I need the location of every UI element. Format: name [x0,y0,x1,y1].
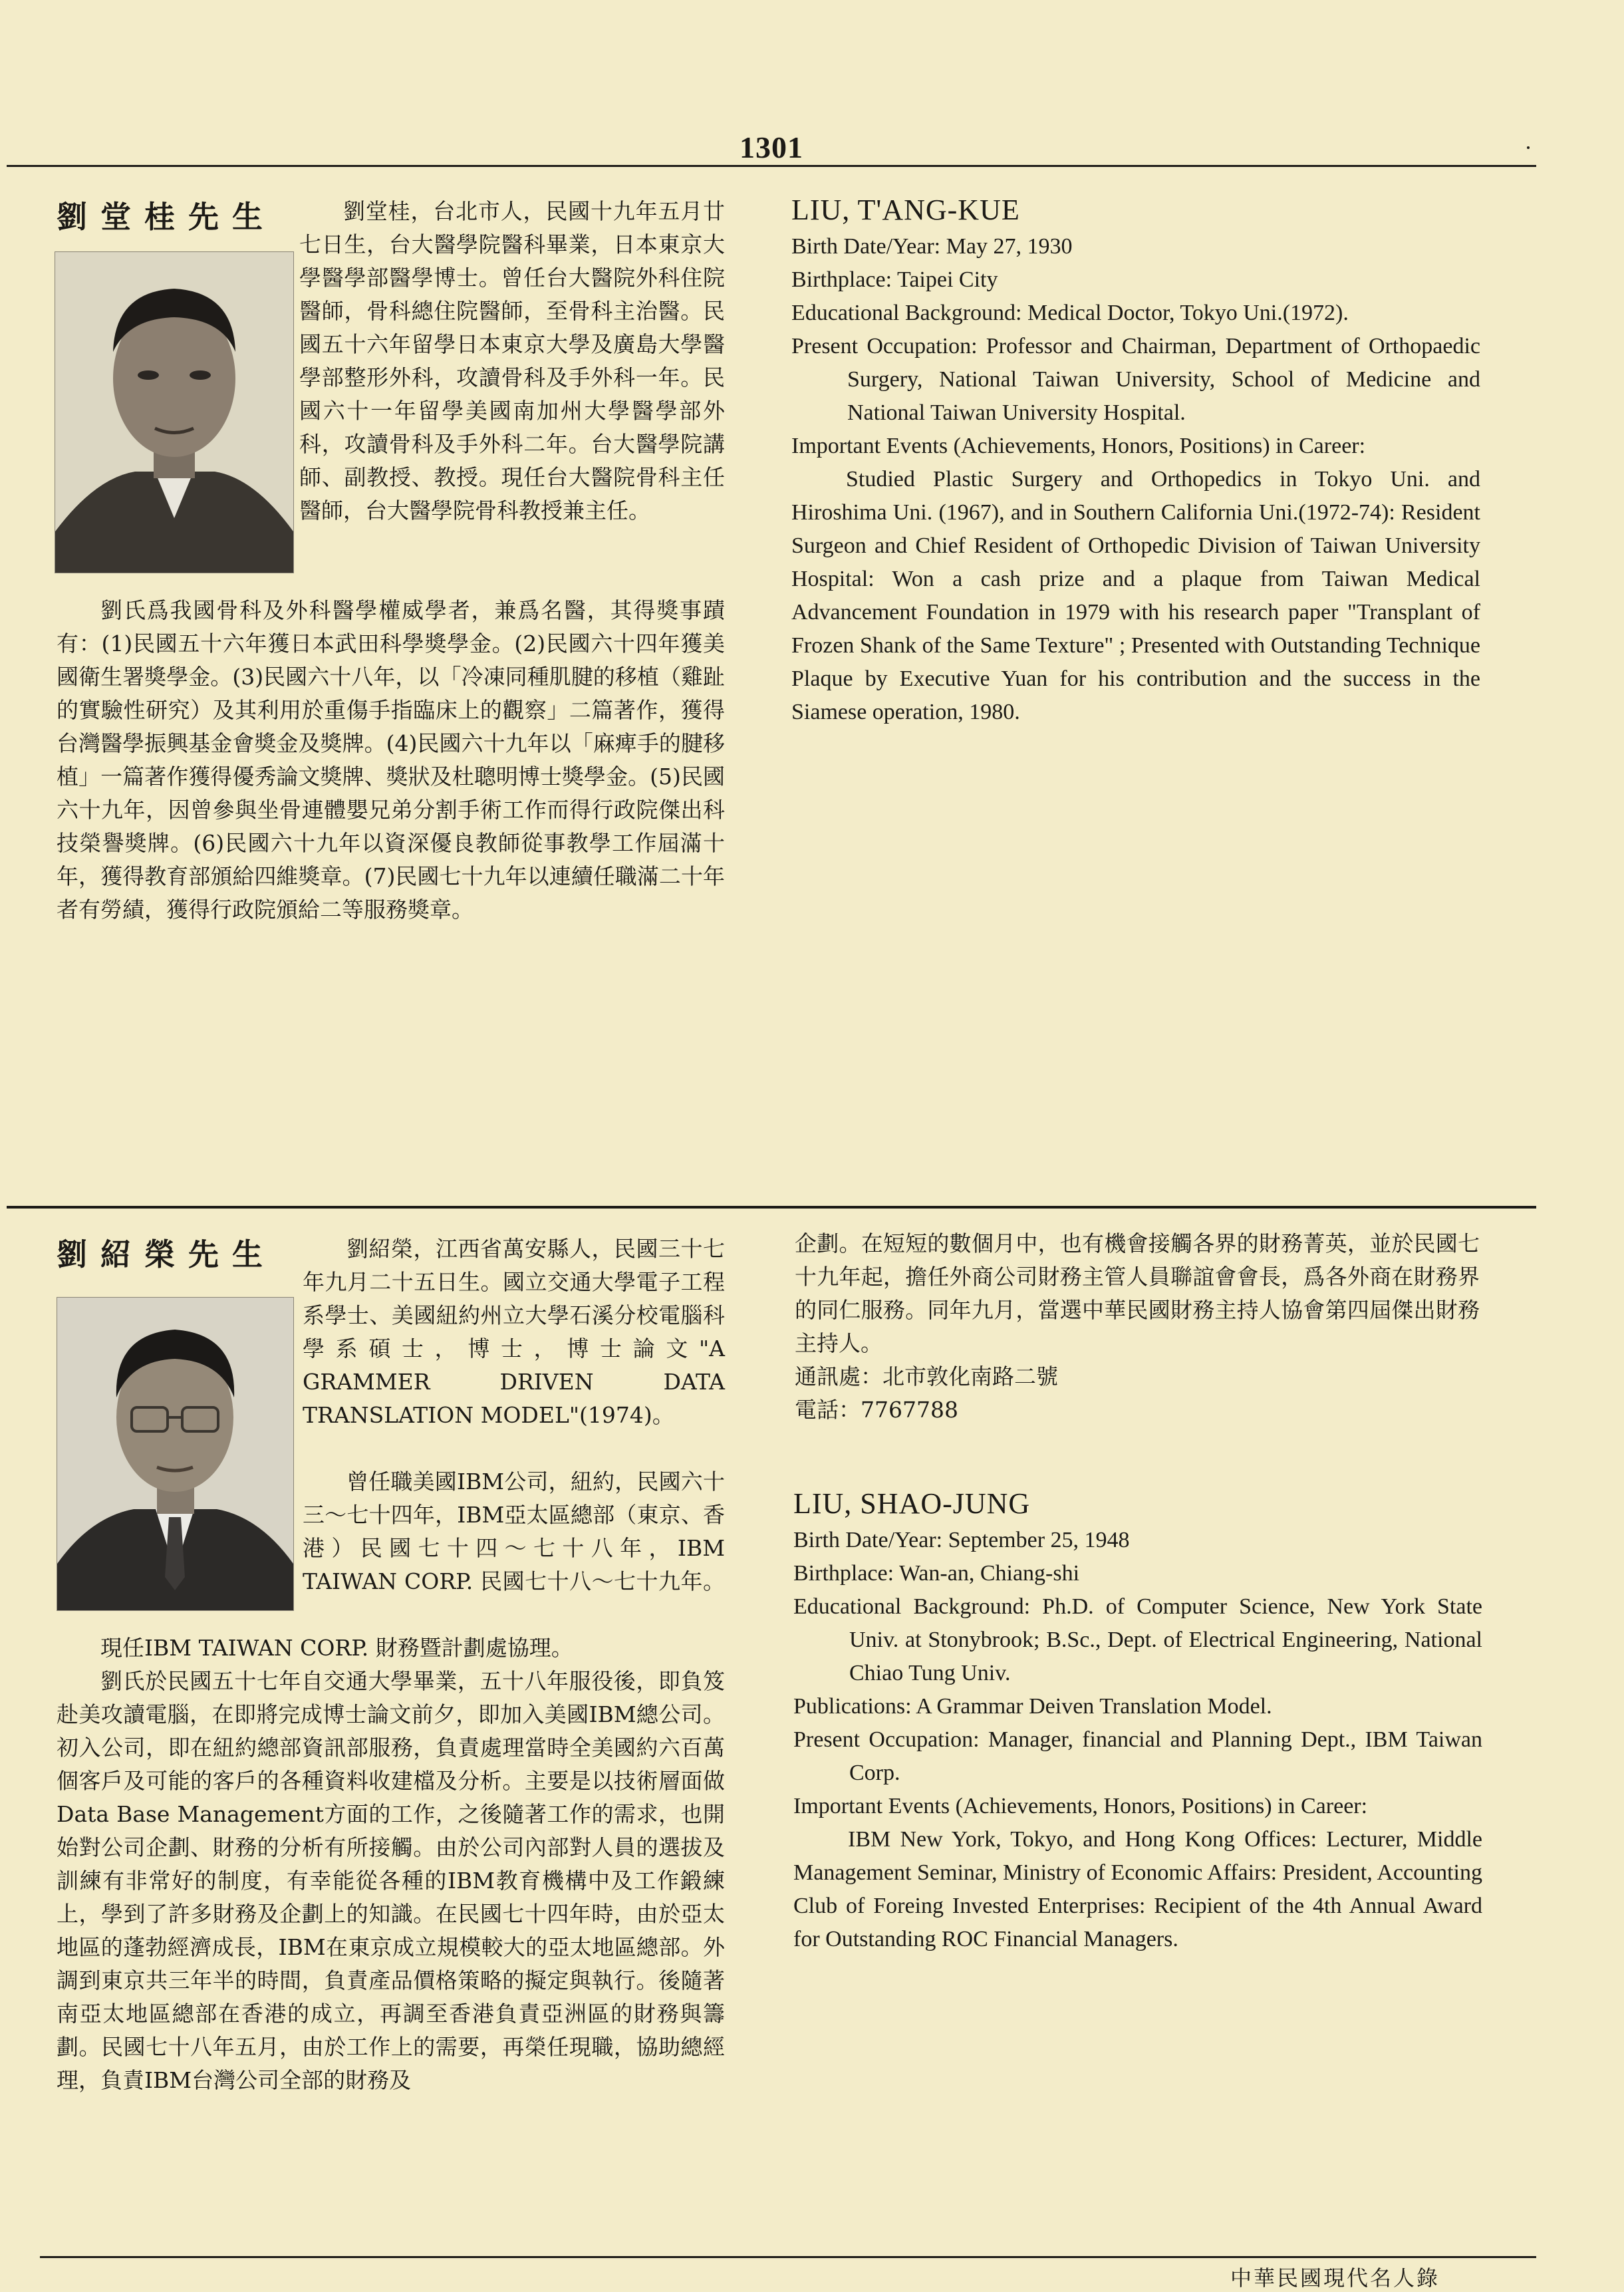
body-paragraph: 劉氏爲我國骨科及外科醫學權威學者，兼爲名醫，其得獎事蹟有：(1)民國五十六年獲日本武田科學獎學金。(2)民國六十四年獲美國衛生署獎學金。(3)民國六十八年，以「冷凍同種肌腱的移植（雞趾的實驗性研究）及其利用於重傷手指臨床上的觀察」二篇著作，獲得台灣醫學振興基金會獎金及獎牌。(4)民國六十九年以「麻痺手的腱移植」一篇著作獲得優秀論文獎牌、獎狀及杜聰明博士獎學金。(5)民國六十九年，因曾參與坐骨連體嬰兄弟分割手術工作而得行政院傑出科技榮譽獎牌。(6)民國六十九年以資深優良教師從事教學工作屆滿十年，獲得教育部頒給四維獎章。(7)民國七十九年以連續任職滿二十年者有勞績，獲得行政院頒給二等服務獎章。 [57,597,725,923]
education: Educational Background: Ph.D. of Computer Science, New York State Univ. at Stonybrook; B.Sc., Dept. of Electrical Engineering, National Chiao Tung Univ. [793,1594,1482,1685]
entry-cn-intro [303,1232,725,1432]
entry-cn-name: 劉紹榮先生 [57,1236,276,1272]
entry-cn-body [57,594,725,927]
continued-paragraph: 企劃。在短短的數個月中，也有機會接觸各界的財務菁英，並於民國七十九年起，擔任外商公司財務主管人員聯誼會會長，爲各外商在財務界的同仁服務。同年九月，當選中華民國財務主持人協會第四屆傑出財務主持人。 [795,1230,1480,1356]
intro-paragraph: 劉紹榮，江西省萬安縣人，民國三十七年九月二十五日生。國立交通大學電子工程系學士、美國紐約州立大學石溪分校電腦科學系碩士，博士，博士論文"A GRAMMER DRIVEN DATA TRANSLATION MODEL"(1974)。 [303,1236,725,1428]
birthplace: Birthplace: Taipei City [791,267,998,292]
top-rule [7,165,1536,167]
entry-cn-body [57,1632,725,2097]
education: Educational Background: Medical Doctor, Tokyo Uni.(1972). [791,301,1349,325]
events-heading: Important Events (Achievements, Honors, Positions) in Career: [793,1794,1368,1818]
intro-paragraph: 劉堂桂，台北市人，民國十九年五月廿七日生，台大醫學院醫科畢業，日本東京大學醫學部醫學博士。曾任台大醫院外科住院醫師，骨科總住院醫師，至骨科主治醫。民國五十六年留學日本東京大學及廣島大學醫學部整形外科，攻讀骨科及手外科一年。民國六十一年留學美國南加州大學醫學部外科，攻讀骨科及手外科二年。台大醫學院講師、副教授、教授。現任台大醫院骨科主任醫師，台大醫學院骨科教授兼主任。 [299,198,725,523]
entry-cn-name: 劉堂桂先生 [57,199,276,235]
entry-cn-intro [299,195,725,527]
portrait-photo [57,1297,294,1611]
events-paragraph: Studied Plastic Surgery and Orthopedics in Tokyo Uni. and Hiroshima Uni. (1967), and in Southern California Uni.(1972-74): Resident Surgeon and Chief Resident of Orthopedic Division of Taiwan University Hospital: Won a cash prize and a plaque from Taiwan Medical Advancement Foundation in 1979 with his research paper "Transplant of Frozen Shank of the Same Texture" ; Presented with Outstanding Technique Plaque by Executive Yuan for his contribution and the success in the Siamese operation, 1980. [791,467,1480,724]
occupation: Present Occupation: Professor and Chairman, Department of Orthopaedic Surgery, National Taiwan University, School of Medicine and National Taiwan University Hospital. [791,334,1480,425]
publications: Publications: A Grammar Deiven Translation Model. [793,1694,1272,1719]
section-divider [7,1206,1536,1209]
events-paragraph: IBM New York, Tokyo, and Hong Kong Offices: Lecturer, Middle Management Seminar, Ministry of Economic Affairs: President, Accounting Club of Foreing Invested Enterprises: Recipient of the 4th Annual Award for Outstanding ROC Financial Managers. [793,1827,1482,1951]
entry-en-name: LIU, T'ANG-KUE [791,194,1020,226]
birth-date: Birth Date/Year: May 27, 1930 [791,234,1073,259]
address: 通訊處：北市敦化南路二號 [795,1363,1058,1389]
portrait-photo [55,251,294,573]
occupation: Present Occupation: Manager, financial and Planning Dept., IBM Taiwan Corp. [793,1727,1482,1785]
birthplace: Birthplace: Wan-an, Chiang-shi [793,1561,1080,1586]
birth-date: Birth Date/Year: September 25, 1948 [793,1528,1130,1552]
entry-cn-career [303,1465,725,1598]
entry-en-name: LIU, SHAO-JUNG [793,1487,1031,1520]
career-paragraph: 曾任職美國IBM公司，紐約，民國六十三～七十四年，IBM亞太區總部（東京、香港）民國七十四～七十八年，IBM TAIWAN CORP. 民國七十八～七十九年。 [303,1469,725,1594]
phone: 電話：7767788 [795,1397,958,1423]
page-number: 1301 [740,130,803,164]
entry-cn-continued [795,1227,1480,1427]
events-heading: Important Events (Achievements, Honors, Positions) in Career: [791,434,1366,458]
body-paragraph: 劉氏於民國五十七年自交通大學畢業，五十八年服役後，即負笈赴美攻讀電腦，在即將完成博士論文前夕，即加入美國IBM總公司。初入公司，即在紐約總部資訊部服務，負責處理當時全美國約六百萬個客戶及可能的客戶的各種資料收建檔及分析。主要是以技術層面做Data Base Management方面的工作，之後隨著工作的需求，也開始對公司企劃、財務的分析有所接觸。由於公司內部對人員的選拔及訓練有非常好的制度，有幸能從各種的IBM教育機構中及工作鍛練上，學到了許多財務及企劃上的知識。在民國七十四年時，由於亞太地區的蓬勃經濟成長，IBM在東京成立規模較大的亞太地區總部。外調到東京共三年半的時間，負責產品價格策略的擬定與執行。後隨著南亞太地區總部在香港的成立，再調至香港負責亞洲區的財務與籌劃。民國七十八年五月，由於工作上的需要，再榮任現職，協助總經理，負責IBM台灣公司全部的財務及 [57,1668,725,2093]
book-title-footer: 中華民國現代名人錄 [1230,2265,1440,2291]
entry-english [791,193,1480,729]
page-speck [1527,146,1530,149]
current-position: 現任IBM TAIWAN CORP. 財務暨計劃處協理。 [100,1635,573,1661]
entry-english [793,1487,1482,1956]
bottom-rule [40,2256,1536,2258]
